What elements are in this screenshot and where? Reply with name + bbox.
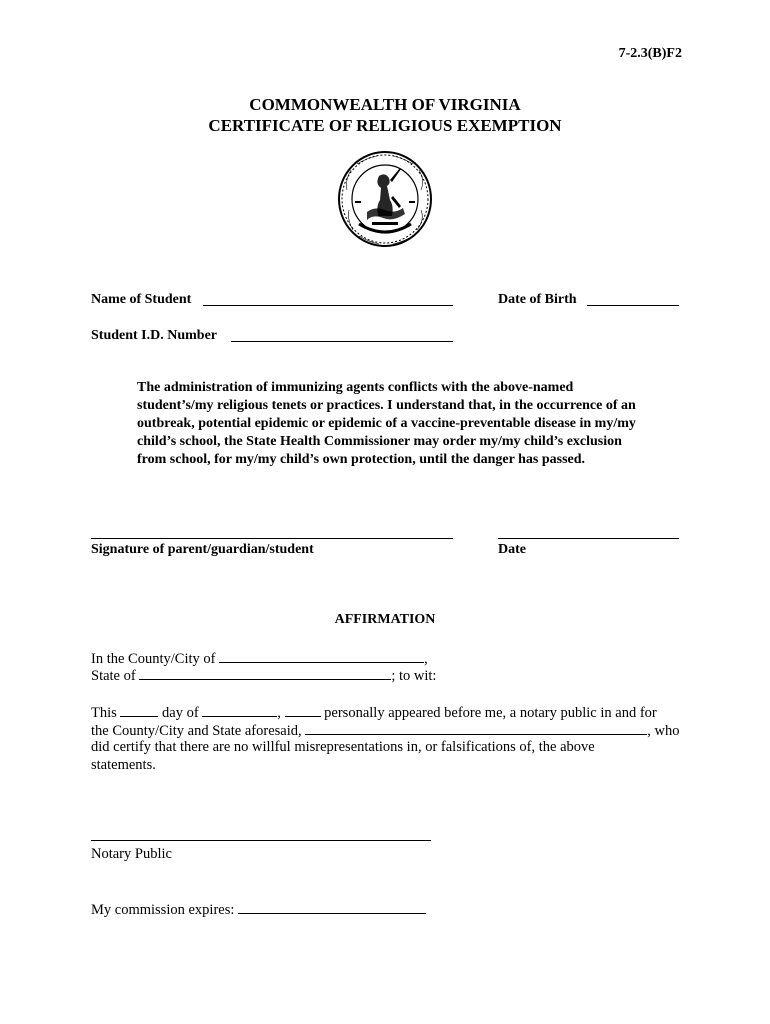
personally-appeared-text: personally appeared before me, a notary public in and for xyxy=(324,705,657,721)
title-line-1: COMMONWEALTH OF VIRGINIA xyxy=(249,95,521,114)
signature-field[interactable] xyxy=(91,538,453,539)
title-line-2: CERTIFICATE OF RELIGIOUS EXEMPTION xyxy=(208,116,562,135)
notary-signature-field[interactable] xyxy=(91,840,431,841)
state-line xyxy=(91,665,436,685)
month-comma: , xyxy=(277,705,281,721)
this-label: This xyxy=(91,705,117,721)
commission-expiry-field[interactable] xyxy=(238,899,426,914)
signature-date-label: Date xyxy=(498,542,526,557)
state-field[interactable] xyxy=(139,665,391,680)
certify-line-2: statements. xyxy=(91,757,156,773)
notary-line-1 xyxy=(91,702,657,722)
day-of-label: day of xyxy=(162,705,199,721)
affirmation-heading: AFFIRMATION xyxy=(334,612,436,627)
signature-date-field[interactable] xyxy=(498,538,679,539)
signature-label: Signature of parent/guardian/student xyxy=(91,542,314,557)
county-state-text: the County/City and State aforesaid, xyxy=(91,723,302,739)
student-name-label: Name of Student xyxy=(91,292,192,307)
commission-label: My commission expires: xyxy=(91,902,235,918)
state-label: State of xyxy=(91,668,136,684)
notary-line-2 xyxy=(91,720,679,740)
name-field[interactable] xyxy=(285,702,321,717)
virginia-state-seal-icon xyxy=(337,150,433,248)
to-wit-text: ; to wit: xyxy=(391,668,437,684)
form-number: 7-2.3(B)F2 xyxy=(618,46,682,61)
page-title xyxy=(0,94,770,136)
who-text: , who xyxy=(647,723,680,739)
student-id-label: Student I.D. Number xyxy=(91,328,218,343)
date-of-birth-field[interactable] xyxy=(587,305,679,306)
month-field[interactable] xyxy=(202,702,277,717)
notary-public-label: Notary Public xyxy=(91,846,172,862)
person-name-field[interactable] xyxy=(305,720,647,735)
student-name-field[interactable] xyxy=(203,305,453,306)
certify-line-1: did certify that there are no willful misrepresentations in, or falsifications of, the above xyxy=(91,739,595,755)
county-field[interactable] xyxy=(219,648,424,663)
county-comma: , xyxy=(424,651,428,667)
student-id-field[interactable] xyxy=(231,341,453,342)
date-of-birth-label: Date of Birth xyxy=(498,292,577,307)
county-label: In the County/City of xyxy=(91,651,216,667)
commission-line xyxy=(91,899,426,919)
religious-statement: The administration of immunizing agents conflicts with the above-named student’s/my religious tenets or practices. I understand that, in the occurrence of an outbreak, potential epidemic or epidemic of a vaccine-preventable disease in my/my child’s school, the State Health Commissioner may order my/my child’s exclusion from school, for my/my child’s own protection, until the danger has passed. xyxy=(137,380,636,467)
day-field[interactable] xyxy=(120,702,158,717)
